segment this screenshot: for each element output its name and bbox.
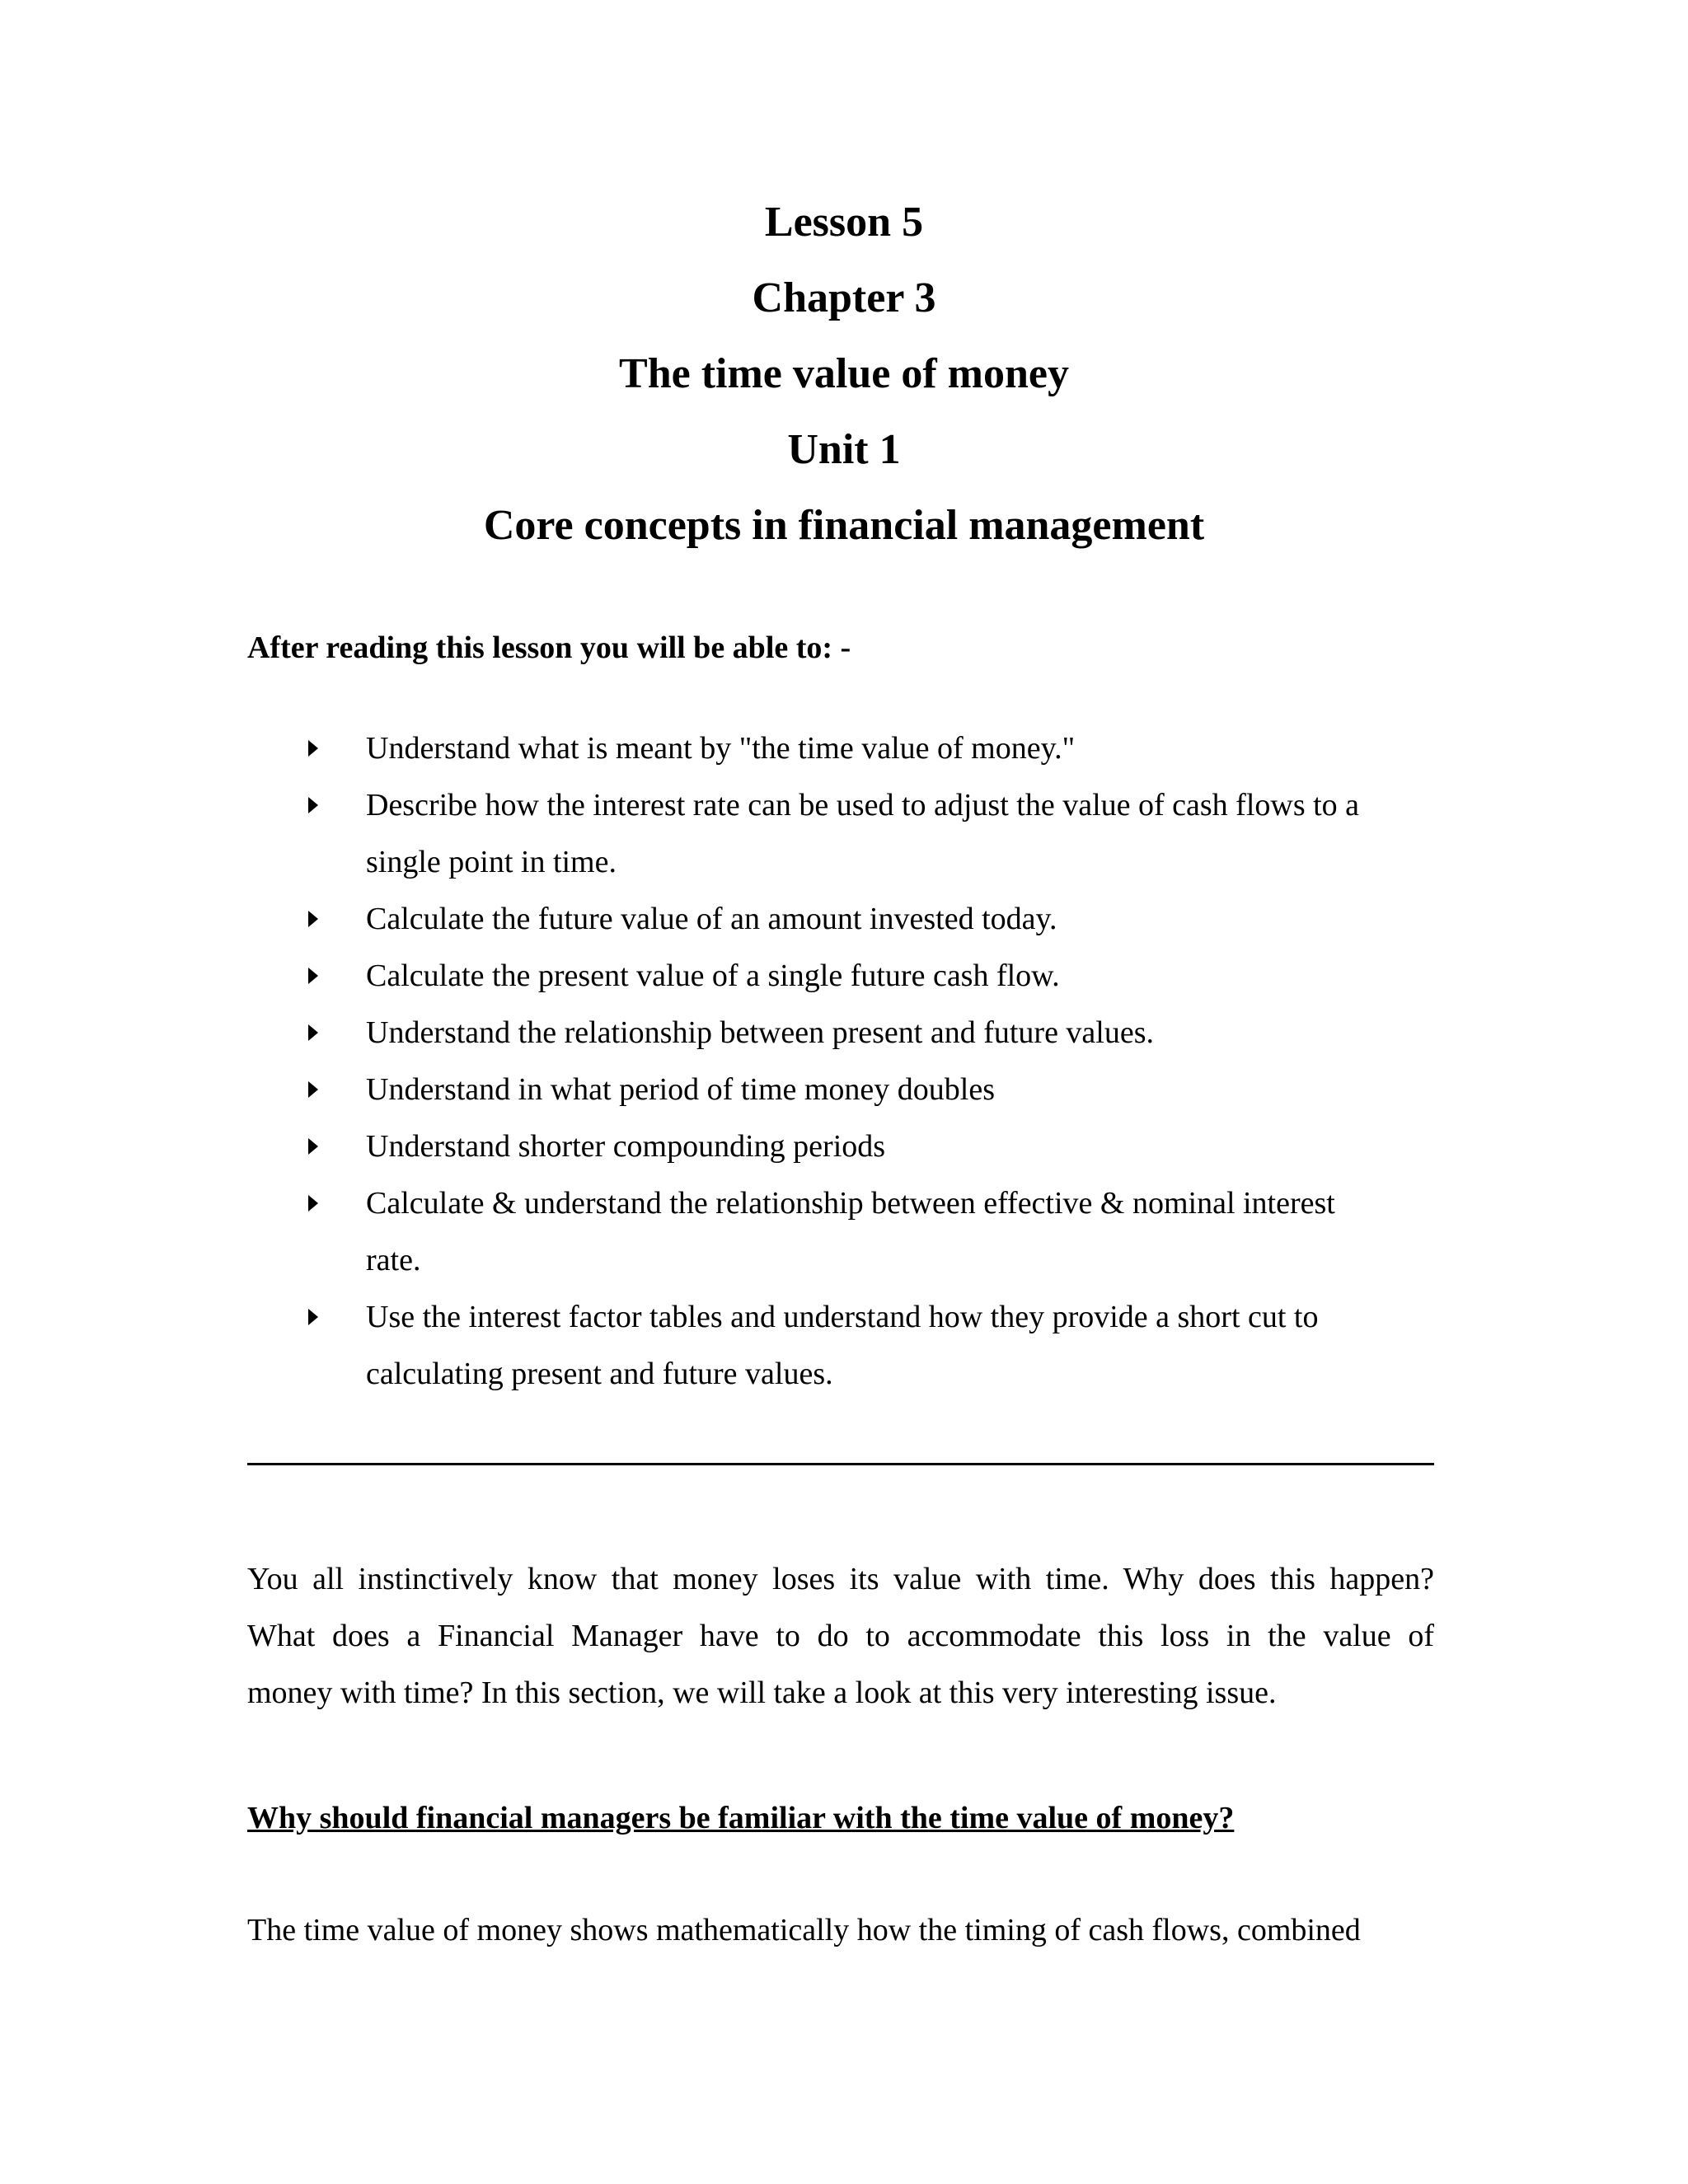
bullet-arrow-icon [308, 1195, 318, 1212]
lesson-title: Lesson 5 [764, 199, 924, 246]
objective-text: Understand what is meant by "the time value of money." [366, 731, 1076, 766]
objective-text: Calculate the present value of a single future cash flow. [366, 958, 1060, 993]
objective-text: Calculate & understand the relationship between effective & nominal interest [366, 1186, 1335, 1221]
section-divider [247, 1463, 1434, 1465]
chapter-title: Chapter 3 [752, 274, 936, 321]
bullet-arrow-icon [308, 740, 318, 757]
body-paragraph-start: The time value of money shows mathematically how the timing of cash flows, combined [247, 1913, 1361, 1947]
intro-line-3: money with time? In this section, we will take a look at this very interesting issue. [247, 1675, 1277, 1710]
bullet-arrow-icon [308, 1024, 318, 1041]
objective-text: Understand the relationship between present and future values. [366, 1015, 1155, 1050]
topic-title: The time value of money [619, 350, 1069, 397]
intro-line-2: What does a Financial Manager have to do to accommodate this loss in the value of [247, 1619, 1434, 1653]
unit-title: Unit 1 [787, 426, 901, 473]
bullet-arrow-icon [308, 1309, 318, 1325]
bullet-arrow-icon [308, 1081, 318, 1098]
objective-text: Understand shorter compounding periods [366, 1129, 886, 1164]
objective-text: Describe how the interest rate can be used to adjust the value of cash flows to a [366, 788, 1360, 823]
objective-text: Understand in what period of time money doubles [366, 1072, 996, 1107]
intro-line-1: You all instinctively know that money loses its value with time. Why does this happen? [247, 1562, 1434, 1596]
objectives-lead: After reading this lesson you will be able to: - [247, 630, 851, 665]
bullet-arrow-icon [308, 797, 318, 813]
bullet-arrow-icon [308, 1138, 318, 1155]
objective-text: single point in time. [366, 845, 617, 879]
objective-text: Calculate the future value of an amount invested today. [366, 902, 1057, 936]
objective-text: Use the interest factor tables and understand how they provide a short cut to [366, 1300, 1319, 1334]
objective-text: calculating present and future values. [366, 1357, 833, 1391]
bullet-arrow-icon [308, 911, 318, 927]
bullet-arrow-icon [308, 968, 318, 984]
objective-text: rate. [366, 1243, 421, 1277]
subject-title: Core concepts in financial management [483, 502, 1205, 549]
section-subheading: Why should financial managers be familiar with the time value of money? [247, 1801, 1235, 1835]
